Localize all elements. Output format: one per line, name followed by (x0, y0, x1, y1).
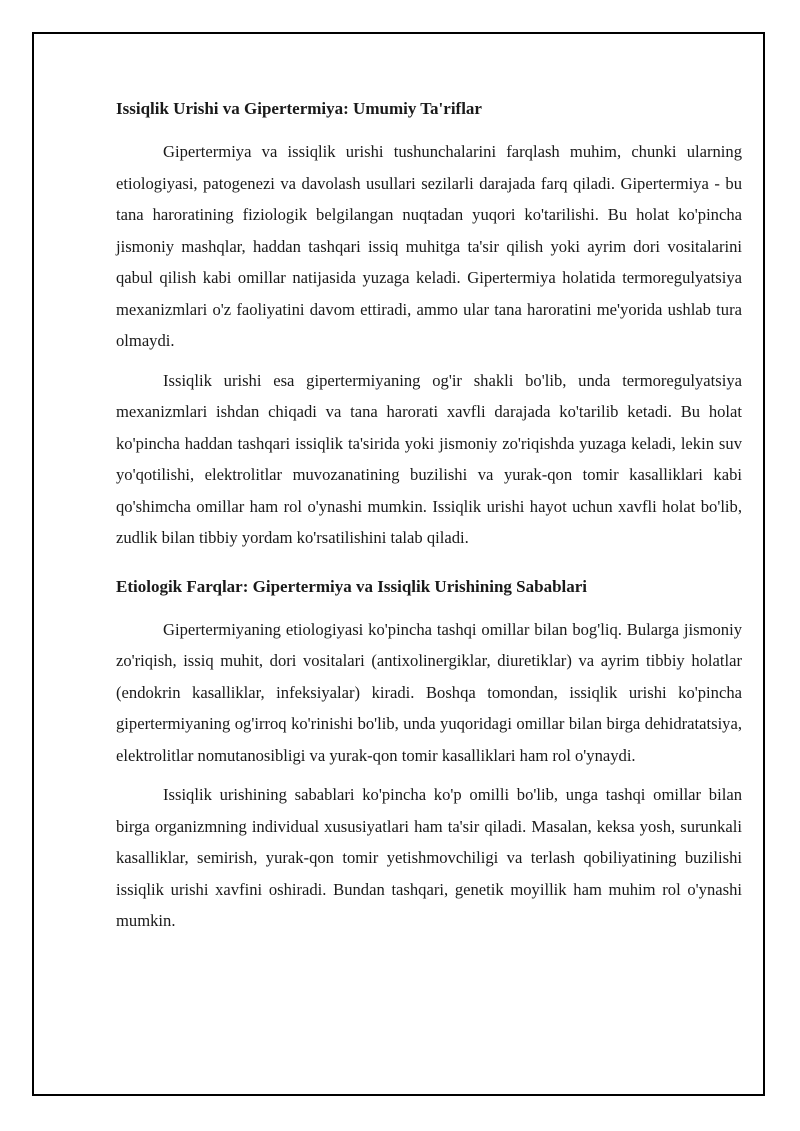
document-body (116, 98, 742, 945)
paragraph: Gipertermiya va issiqlik urishi tushunchalarini farqlash muhim, chunki ularning etiologiyasi, patogenezi va davolash usullari sezilarli darajada farq qiladi. Gipertermiya - bu tana haroratining fiziologik belgilangan nuqtadan yuqori ko'tarilishi. Bu holat ko'pincha jismoniy mashqlar, haddan tashqari issiq muhitga ta'sir qilish yoki ayrim dori vositalarini qabul qilish kabi omillar natijasida yuzaga keladi. Gipertermiya holatida termoregulyatsiya mexanizmlari o'z faoliyatini davom ettiradi, ammo ular tana haroratini me'yorida ushlab tura olmaydi. (116, 142, 742, 350)
section-heading: Etiologik Farqlar: Gipertermiya va Issiqlik Urishining Sabablari (116, 576, 588, 596)
paragraph: Gipertermiyaning etiologiyasi ko'pincha tashqi omillar bilan bog'liq. Bularga jismoniy zo'riqish, issiq muhit, dori vositalari (antixolinergiklar, diuretiklar) va ayrim tibbiy holatlar (endokrin kasalliklar, infeksiyalar) kiradi. Boshqa tomondan, issiqlik urishi ko'pincha gipertermiyaning og'irroq ko'rinishi bo'lib, unda yuqoridagi omillar bilan birga dehidratatsiya, elektrolitlar nomutanosibligi va yurak-qon tomir kasalliklari ham rol o'ynaydi. (116, 619, 742, 765)
section-heading: Issiqlik Urishi va Gipertermiya: Umumiy Ta'riflar (116, 99, 482, 118)
section-etiology (116, 576, 742, 937)
section-definitions (116, 98, 742, 554)
paragraph: Issiqlik urishi esa gipertermiyaning og'ir shakli bo'lib, unda termoregulyatsiya mexanizmlari ishdan chiqadi va tana harorati xavfli darajada ko'tarilib ketadi. Bu holat ko'pincha haddan tashqari issiqlik ta'sirida yoki jismoniy zo'riqishda yuzaga keladi, lekin suv yo'qotilishi, elektrolitlar muvozanatining buzilishi va yurak-qon tomir kasalliklari kabi qo'shimcha omillar ham rol o'ynashi mumkin. Issiqlik urishi hayot uchun xavfli holat bo'lib, zudlik bilan tibbiy yordam ko'rsatilishini talab qiladi. (116, 370, 742, 547)
paragraph: Issiqlik urishining sabablari ko'pincha ko'p omilli bo'lib, unga tashqi omillar bilan birga organizmning individual xususiyatlari ham ta'sir qiladi. Masalan, keksa yosh, surunkali kasalliklar, semirish, yurak-qon tomir yetishmovchiligi va terlash qobiliyatining buzilishi issiqlik urishi xavfini oshiradi. Bundan tashqari, genetik moyillik ham muhim rol o'ynashi mumkin. (116, 785, 742, 930)
